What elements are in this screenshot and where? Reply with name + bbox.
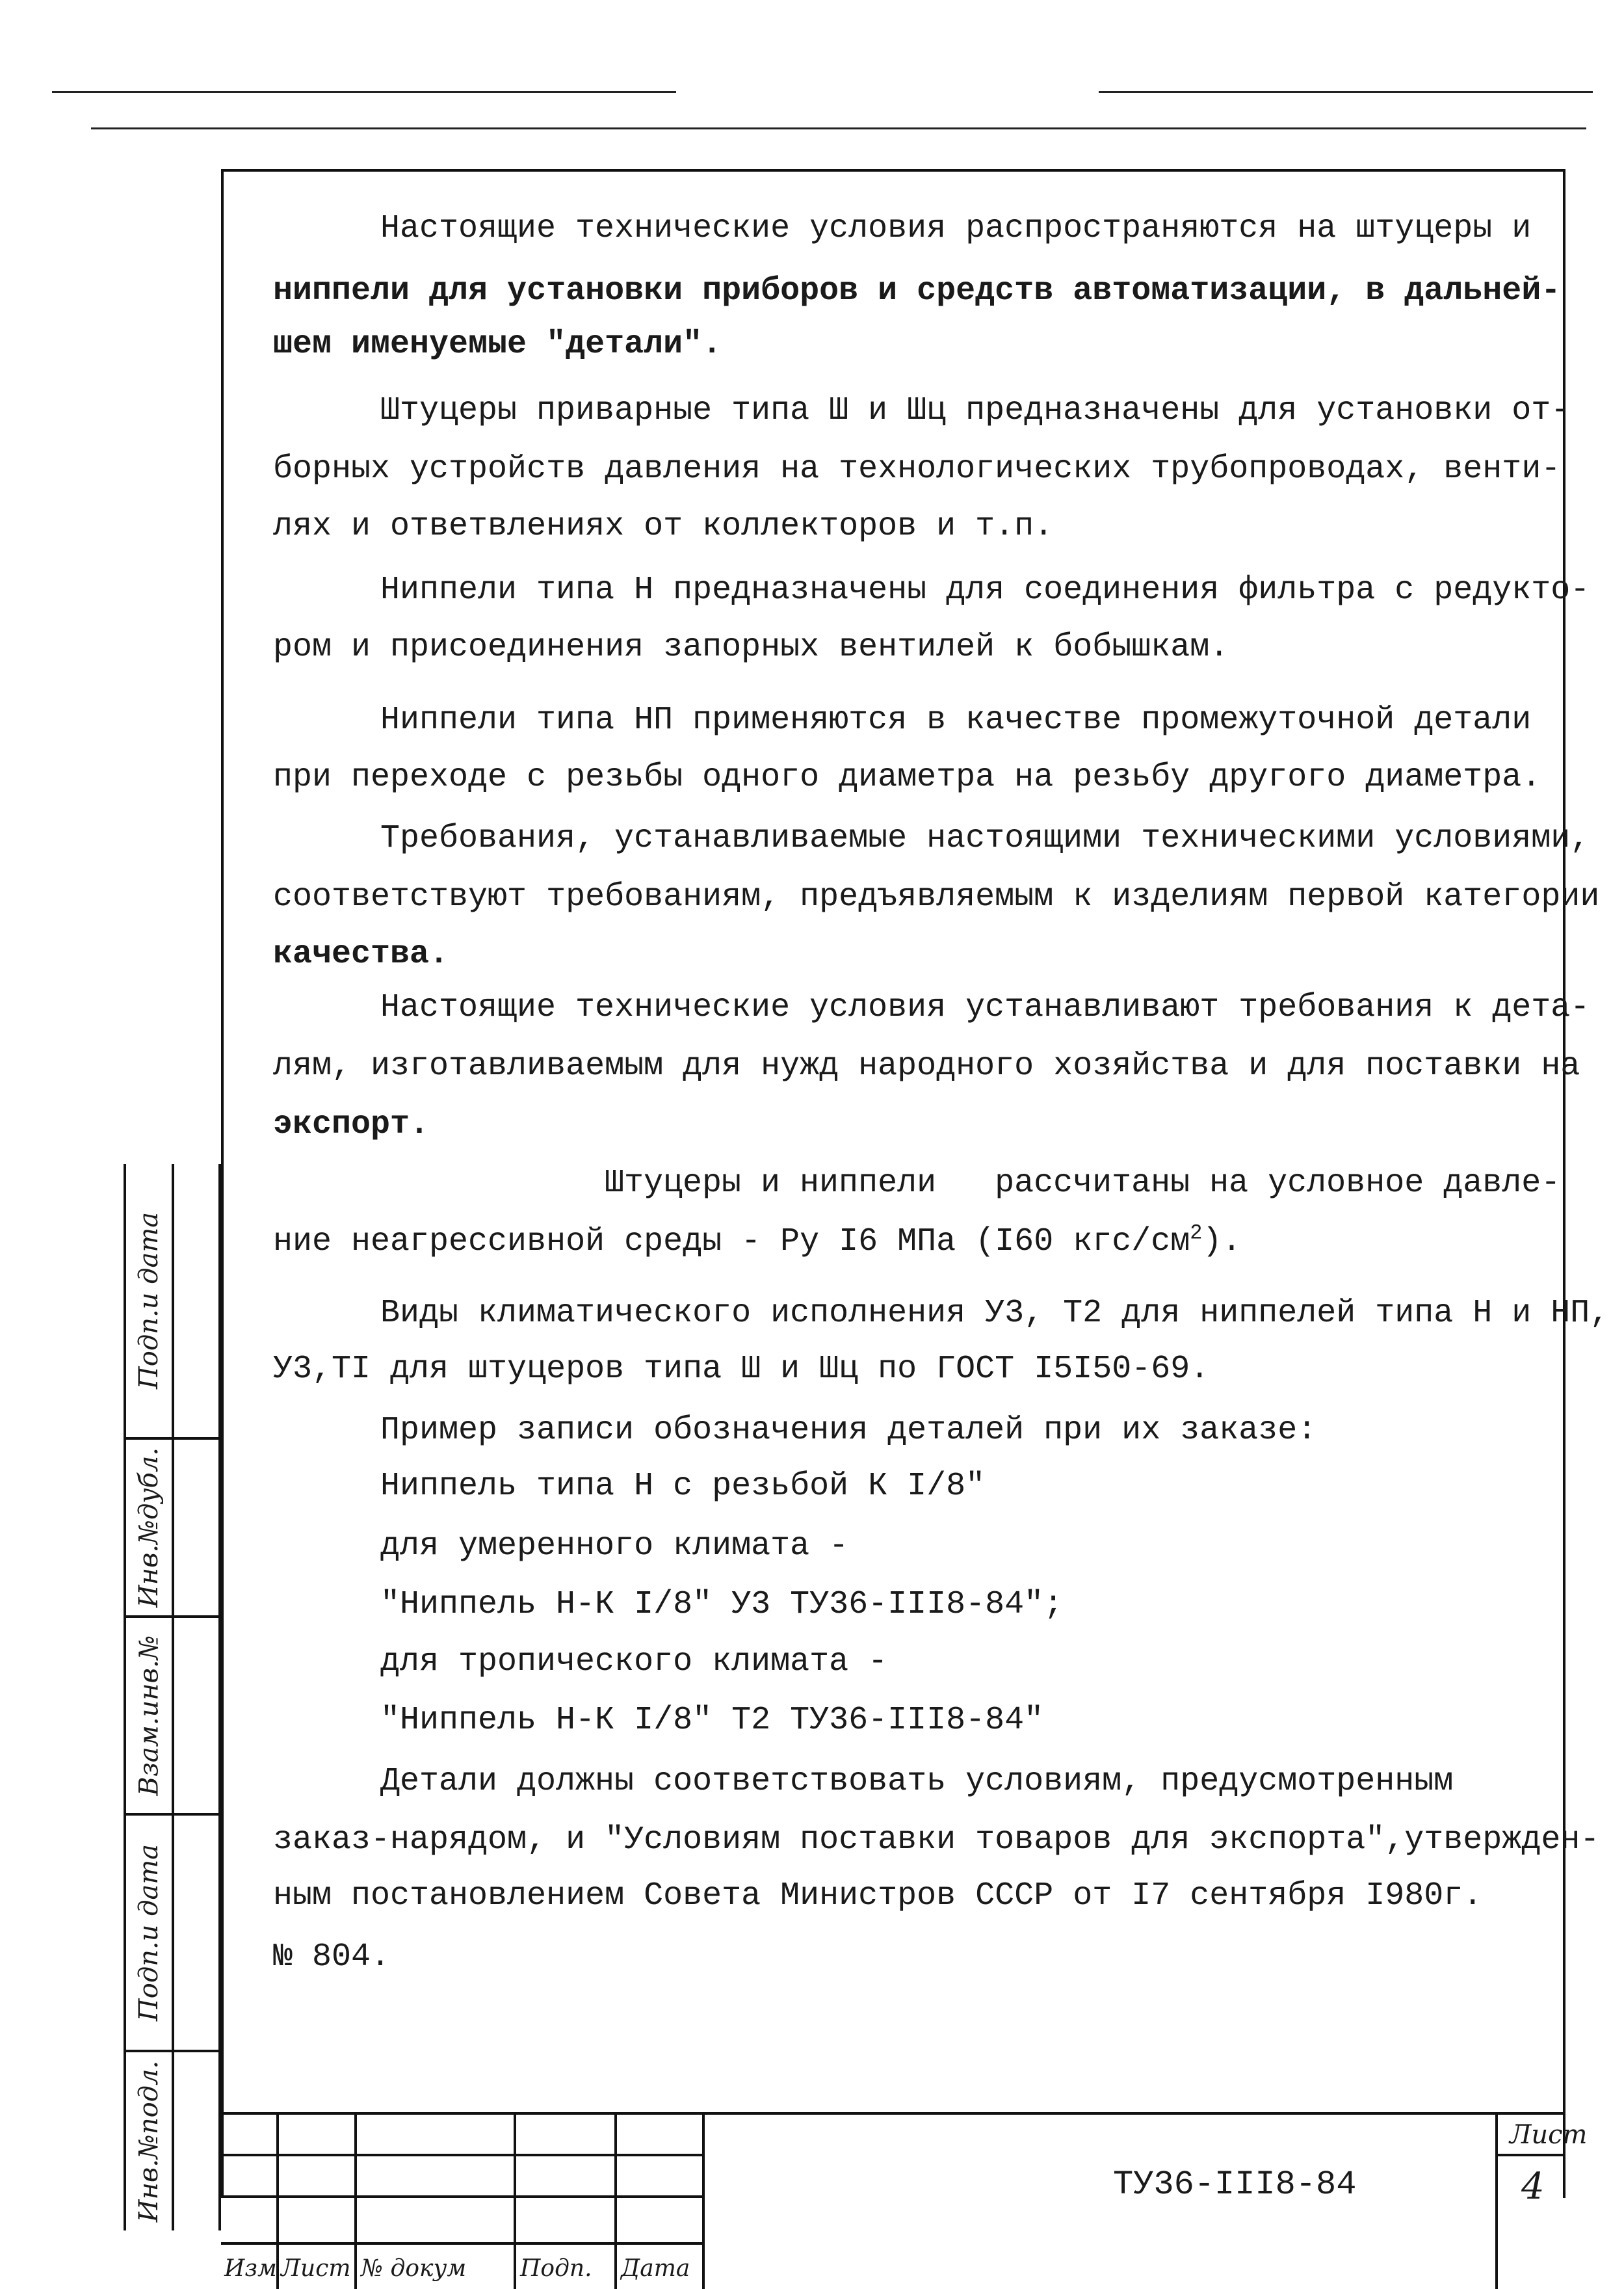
- text-line: Штуцеры приварные типа Ш и Шц предназначены для установки от-: [380, 392, 1571, 429]
- top-rule: [1099, 91, 1593, 93]
- side-panel: [124, 1164, 221, 2230]
- text-line: ниппели для установки приборов и средств автоматизации, в дальней-: [273, 272, 1561, 310]
- side-label: Подп.и дата: [134, 1844, 164, 2022]
- stamp-label-izm: Изм: [224, 2255, 277, 2282]
- side-label: Взам.инв.№: [134, 1635, 164, 1796]
- text-line: Ниппели типа НП применяются в качестве промежуточной детали: [380, 702, 1532, 739]
- text-line: качества.: [273, 936, 449, 973]
- side-cell: [126, 1618, 172, 1813]
- text-line: Ниппели типа Н предназначены для соединения фильтра с редукто-: [380, 572, 1590, 609]
- stamp-line: [221, 2242, 702, 2245]
- text-line: "Ниппель Н-К I/8" У3 ТУ36-III8-84";: [380, 1586, 1064, 1623]
- stamp-line: [1495, 2112, 1498, 2289]
- sheet-number: 4: [1521, 2165, 1545, 2208]
- stamp-label-sign: Подп.: [520, 2255, 592, 2282]
- side-label: Инв.№подл.: [134, 2060, 164, 2223]
- side-cell: [126, 2052, 172, 2230]
- side-label: Подп.и дата: [134, 1211, 164, 1390]
- pressure-text-end: ).: [1202, 1223, 1242, 1260]
- text-line: ром и присоединения запорных вентилей к бобышкам.: [273, 629, 1229, 666]
- stamp-line: [702, 2112, 705, 2289]
- text-line: Пример записи обозначения деталей при их заказе:: [380, 1412, 1317, 1449]
- stamp-label-date: Дата: [621, 2255, 690, 2282]
- text-line: заказ-нарядом, и "Условиям поставки товаров для экспорта",утвержден-: [273, 1821, 1600, 1859]
- text-line: № 804.: [273, 1938, 391, 1976]
- text-line: Настоящие технические условия распространяются на штуцеры и: [380, 210, 1532, 247]
- text-line: экспорт.: [273, 1106, 430, 1143]
- stamp-line: [514, 2112, 516, 2289]
- text-line: при переходе с резьбы одного диаметра на резьбу другого диаметра.: [273, 759, 1541, 796]
- sheet-label: Лист: [1510, 2120, 1588, 2150]
- side-label: Инв.№дубл.: [134, 1447, 164, 1608]
- text-line: для тропического климата -: [380, 1643, 888, 1680]
- stamp-line: [221, 2195, 702, 2198]
- stamp-line: [1495, 2154, 1565, 2156]
- text-line: Штуцеры и ниппели рассчитаны на условное давле-: [605, 1165, 1561, 1202]
- text-line: [273, 1223, 1241, 1262]
- text-line: соответствуют требованиям, предъявляемым к изделиям первой категории: [273, 879, 1600, 916]
- text-line: ным постановлением Совета Министров СССР от I7 сентября I980г.: [273, 1877, 1483, 1914]
- side-cell: [126, 1164, 172, 1437]
- text-line: "Ниппель Н-К I/8" Т2 ТУ36-III8-84": [380, 1702, 1044, 1739]
- text-line: Настоящие технические условия устанавливают требования к дета-: [380, 989, 1590, 1026]
- superscript: 2: [1190, 1221, 1203, 1245]
- stamp-line: [354, 2112, 357, 2289]
- stamp-label-list: Лист: [281, 2255, 351, 2282]
- text-line: У3,ТI для штуцеров типа Ш и Шц по ГОСТ I5I50-69.: [273, 1351, 1210, 1388]
- text-line: борных устройств давления на технологических трубопроводах, венти-: [273, 451, 1561, 488]
- top-rule: [91, 127, 1586, 129]
- text-line: для умеренного климата -: [380, 1528, 849, 1565]
- text-line: шем именуемые "детали".: [273, 326, 722, 363]
- stamp-line: [221, 2112, 1565, 2115]
- top-rule: [52, 91, 676, 93]
- text-line: Требования, устанавливаемые настоящими техническими условиями,: [380, 820, 1590, 857]
- text-line: Виды климатического исполнения У3, Т2 для ниппелей типа Н и НП,: [380, 1295, 1610, 1332]
- pressure-text: ние неагрессивной среды - Ру I6 МПа (I60 кгс/см: [273, 1223, 1190, 1260]
- side-cell: [126, 1816, 172, 2050]
- stamp-label-doc: № докум: [361, 2255, 467, 2282]
- text-line: лям, изготавливаемым для нужд народного хозяйства и для поставки на: [273, 1048, 1580, 1085]
- text-line: Детали должны соответствовать условиям, предусмотренным: [380, 1763, 1454, 1800]
- text-line: лях и ответвлениях от коллекторов и т.п.: [273, 508, 1054, 545]
- text-line: Ниппель типа Н с резьбой К I/8": [380, 1468, 986, 1505]
- stamp-line: [614, 2112, 617, 2289]
- stamp-line: [221, 2154, 702, 2156]
- document-number: ТУ36-III8-84: [1113, 2165, 1357, 2204]
- side-panel-divider: [172, 1164, 174, 2230]
- side-cell: [126, 1440, 172, 1615]
